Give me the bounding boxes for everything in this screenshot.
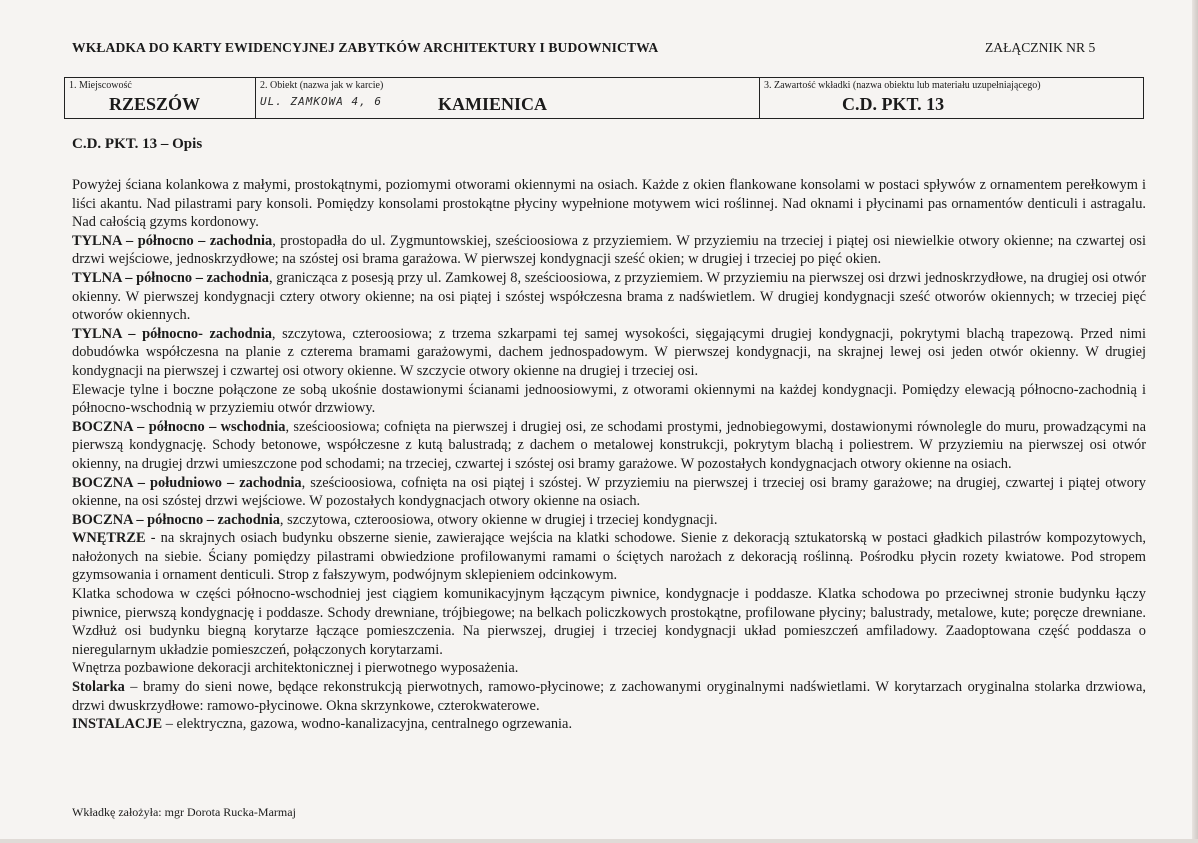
paragraph-text: Powyżej ściana kolankowa z małymi, prostokątnymi, poziomymi otworami okiennymi na osiach. Każde z okien flankowane konsolami w postaci spływów z ornamentem perełkowym i liści akantu. Nad pilastrami pary konsoli. Pomiędzy konsolami prostokątne płyciny wypełnione motywem wici roślinnej. Nad oknami i płycinami pas ornamentów denticuli i astragalu. Nad całością gzyms kordonowy. [72, 177, 1146, 231]
paragraph-text: - na skrajnych osiach budynku obszerne sienie, zawierające wejścia na klatki schodowe. Sienie z dekoracją sztukatorską w postaci gładkich pilastrów kompozytowych, nałożonych na siebie. Ściany pomiędzy pilastrami obwiedzione profilowanymi ramami o ściętych narożach z dekoracją roślinną. Pośrodku płycin rozety kwiatowe. Pod stropem gzymsowania i ornament denticuli. Strop z fałszywym, podwójnym sklepieniem odcinkowym. [72, 530, 1146, 584]
locality-label: 1. Miejscowość [69, 80, 132, 91]
paragraph-text: , sześcioosiowa, cofnięta na osi piątej i szóstej. W przyziemiu na pierwszej i trzeciej osi bramy garażowe; na drugiej, czwartej i piątej otwory okienne, na osi szóstej drzwi wejściowe. W pozostałych kondygnacjach otwory okienne na osiach. [72, 474, 1146, 510]
paragraph-text: , granicząca z posesją przy ul. Zamkowej 8, sześcioosiowa, z przyziemiem. W przyziemiu na pierwszej osi drzwi jednoskrzydłowe, na drugiej osi otwór okienny. W pierwszej kondygnacji cztery otwory okienne; na osi piątej i szóstej współczesna brama z nadświetlem. W drugiej kondygnacji sześć otworów okiennych; w trzeciej pięć otworów okiennych. [72, 269, 1146, 324]
paragraph-text: , sześcioosiowa; cofnięta na pierwszej i drugiej osi, ze schodami prostymi, jednobiegowymi, dostawionymi równolegle do muru, prowadzącymi na pierwszą kondygnację. Schody betonowe, współczesne z kutą balustradą; z dachem o metalowej konstrukcji, pokrytym blachą i poliestrem. W przyziemiu na pierwszej osi otwór okienny, na drugiej drzwi umieszczone pod schodami; na trzeciej, czwartej i szóstej osi bramy garażowe. W pozostałych kondygnacjach otwory okienne na osiach. [72, 418, 1146, 472]
object-value: KAMIENICA [438, 94, 548, 114]
locality-value: RZESZÓW [109, 94, 201, 114]
paragraph-text: – elektryczna, gazowa, wodno-kanalizacyjna, centralnego ogrzewania. [162, 716, 573, 733]
content-cell [760, 78, 1143, 118]
author-footer: Wkładkę założyła: mgr Dorota Rucka-Marmaj [72, 805, 296, 819]
description-paragraph [72, 585, 1146, 659]
description-paragraph [72, 474, 1146, 511]
description-paragraph [72, 529, 1146, 585]
paragraph-text: , szczytowa, czteroosiowa; z trzema szkarpami tej samej wysokości, sięgającymi drugiej kondygnacji, pokrytymi blachą trapezową. Przed nimi dobudówka współczesna na planie z czterema bramami garażowymi, dachem jednospadowym. W pierwszej kondygnacji, na skrajnej lewej osi jeden otwór okienny. W drugiej kondygnacji na pierwszej i czwartej osi otwory okienne. W szczycie otwory okienne na drugiej i trzeciej osi. [72, 325, 1146, 379]
paragraph-heading: Stolarka [72, 679, 125, 696]
object-cell [256, 78, 760, 118]
description-paragraph [72, 325, 1146, 381]
paragraph-heading: TYLNA – północno – zachodnia [72, 269, 269, 286]
paragraph-text: Elewacje tylne i boczne połączone ze sobą ukośnie dostawionymi ścianami jednoosiowymi, z otworami okiennymi na każdej kondygnacji. Pomiędzy elewacją północno-zachodnią i północno-wschodnią w przyziemiu otwór drzwiowy. [72, 381, 1146, 417]
description-paragraph [72, 232, 1146, 269]
paragraph-heading: BOCZNA – północno – zachodnia [72, 511, 280, 528]
description-paragraph [72, 659, 1146, 678]
object-handwritten-address: UL. ZAMKOWA 4, 6 [260, 95, 382, 108]
description-paragraph [72, 269, 1146, 325]
paragraph-text: , szczytowa, czteroosiowa, otwory okienne w drugiej i trzeciej kondygnacji. [279, 511, 718, 528]
description-paragraph [72, 678, 1146, 715]
description-paragraph [72, 715, 1146, 734]
paragraph-text: Klatka schodowa w części północno-wschodniej jest ciągiem komunikacyjnym łączącym piwnice, kondygnacje i poddasze. Klatka schodowa po przeciwnej stronie budynku łączy piwnice, pierwszą kondygnację i poddasze. Schody drewniane, trójbiegowe; na belkach policzkowych prostokątne, profilowane płyciny; balustrady, metalowe, kute; poręcze drewniane. Wzdłuż osi budynku biegną korytarze łączące pomieszczenia. Na pierwszej, drugiej i trzeciej kondygnacji układ pomieszczeń amfiladowy. Zaadoptowana część poddasza o nieregularnym układzie pomieszczeń, połączonych korytarzami. [72, 586, 1146, 658]
content-value: C.D. PKT. 13 [842, 94, 945, 114]
locality-cell [65, 78, 256, 118]
object-label: 2. Obiekt (nazwa jak w karcie) [260, 80, 384, 91]
annex-number: ZAŁĄCZNIK NR 5 [985, 40, 1096, 55]
paragraph-text: – bramy do sieni nowe, będące rekonstrukcją pierwotnych, ramowo-płycinowe; z zachowanymi oryginalnymi nadświetlami. W korytarzach oryginalna stolarka drzwiowa, drzwi dwuskrzydłowe: ramowo-płycinowe. Okna skrzynkowe, czterokwaterowe. [72, 679, 1146, 714]
info-table [64, 77, 1144, 119]
paragraph-heading: TYLNA – północno – zachodnia [72, 232, 273, 249]
description-paragraph [72, 511, 1146, 530]
page-edge-shadow [1192, 0, 1198, 843]
description-paragraph [72, 381, 1146, 418]
paragraph-heading: BOCZNA – południowo – zachodnia [72, 474, 302, 491]
paragraph-text: , prostopadła do ul. Zygmuntowskiej, sześcioosiowa z przyziemiem. W przyziemiu na trzeciej i piątej osi niewielkie otwory okienne; na czwartej osi drzwi wejściowe, jednoskrzydłowe; na szóstej osi brama garażowa. W pierwszej kondygnacji sześć okien; w drugiej i trzeciej po pięć okien. [72, 232, 1146, 268]
paragraph-heading: TYLNA – północno- zachodnia [72, 325, 272, 342]
content-label: 3. Zawartość wkładki (nazwa obiektu lub materiału uzupełniającego) [764, 80, 1041, 91]
description-body [72, 176, 1146, 734]
section-title: C.D. PKT. 13 – Opis [72, 136, 203, 152]
page-bottom-edge [0, 839, 1198, 843]
paragraph-heading: BOCZNA – północno – wschodnia [72, 418, 286, 435]
document-header-title: WKŁADKA DO KARTY EWIDENCYJNEJ ZABYTKÓW ARCHITEKTURY I BUDOWNICTWA [72, 40, 659, 55]
description-paragraph [72, 418, 1146, 474]
paragraph-heading: INSTALACJE [72, 716, 163, 733]
paragraph-heading: WNĘTRZE [72, 530, 146, 547]
paragraph-text: Wnętrza pozbawione dekoracji architektonicznej i pierwotnego wyposażenia. [72, 660, 519, 677]
description-paragraph [72, 176, 1146, 232]
